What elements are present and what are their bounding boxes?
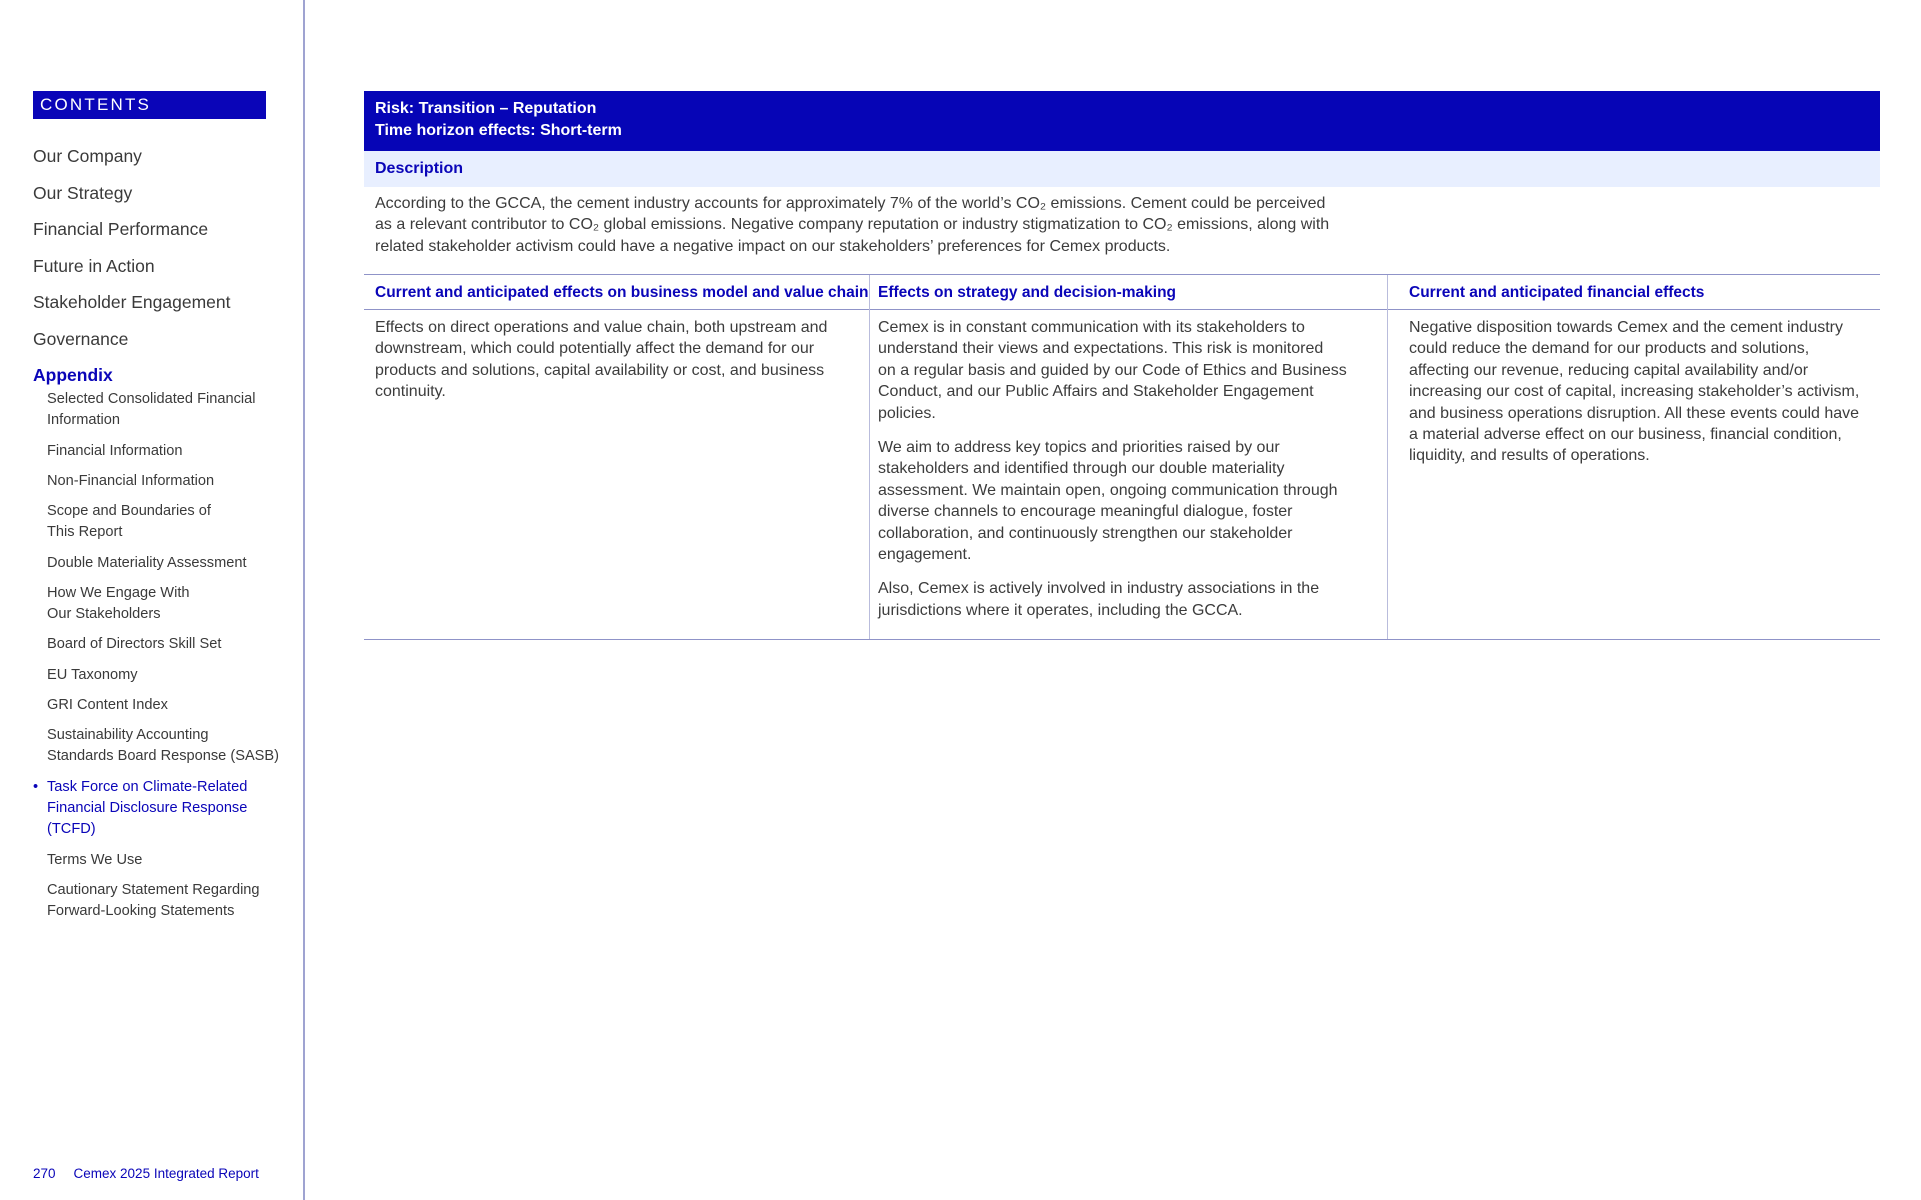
nav-sub-item-financial-information[interactable]: Financial Information	[47, 442, 183, 459]
column-body	[870, 310, 1387, 639]
nav-sub-item-terms-we-use[interactable]: Terms We Use	[47, 851, 143, 868]
nav-sub-item-board-skill-set[interactable]: Board of Directors Skill Set	[47, 636, 222, 653]
page-number: 270	[33, 1166, 56, 1181]
paragraph: Negative disposition towards Cemex and the cement industry could reduce the demand for our products and solutions, affecting our revenue, reducing capital availability and/or increasing our cost of capital, increasing stakeholder’s activism, and business operations disruption. All these events could have a material adverse effect on our business, financial condition, liquidity, and results of operations.	[1409, 319, 1860, 465]
report-title: Cemex 2025 Integrated Report	[73, 1166, 259, 1181]
paragraph: Also, Cemex is actively involved in industry associations in the jurisdictions where it operates, including the GCCA.	[878, 580, 1320, 619]
nav-sub-item-gri-content-index[interactable]: GRI Content Index	[47, 696, 168, 713]
sidebar	[0, 0, 305, 1200]
nav-sub-item-selected-consolidated-financial-information[interactable]: Selected Consolidated Financial Information	[47, 391, 256, 429]
contents-badge[interactable]: CONTENTS	[33, 91, 266, 119]
nav-item-governance[interactable]: Governance	[33, 328, 129, 349]
nav-main-list	[33, 138, 231, 394]
time-horizon: Time horizon effects: Short-term	[375, 121, 622, 139]
column-strategy	[869, 275, 1387, 639]
paragraph: We aim to address key topics and priorities raised by our stakeholders and identified through our double materiality assessment. We maintain open, ongoing communication through diverse channels to encourage meaningful dialogue, foster collaboration, and continuously strengthen our stakeholder engagement.	[878, 439, 1338, 564]
active-bullet-icon: •	[33, 778, 39, 795]
column-body	[364, 310, 869, 421]
column-business-model	[364, 275, 869, 639]
page-footer	[33, 1166, 259, 1181]
risk-table	[364, 91, 1880, 640]
nav-sub-item-sasb[interactable]: Sustainability Accounting Standards Board Response (SASB)	[47, 727, 280, 765]
nav-sub-item-double-materiality-assessment[interactable]: Double Materiality Assessment	[47, 554, 247, 571]
risk-title: Risk: Transition – Reputation	[375, 100, 597, 117]
nav-sub-item-how-we-engage[interactable]: How We Engage With Our Stakeholders	[47, 584, 190, 623]
nav-sub-list	[33, 389, 297, 931]
nav-item-stakeholder-engagement[interactable]: Stakeholder Engagement	[33, 292, 231, 312]
description-header: Description	[364, 151, 1880, 187]
nav-item-financial-performance[interactable]: Financial Performance	[33, 219, 209, 239]
nav-sub-item-scope-and-boundaries[interactable]: Scope and Boundaries of This Report	[47, 503, 211, 541]
column-financial-effects	[1387, 275, 1880, 639]
column-header: Current and anticipated effects on business model and value chain	[364, 275, 869, 310]
paragraph: Cemex is in constant communication with its stakeholders to understand their views and expectations. This risk is monitored on a regular basis and guided by our Code of Ethics and Business Conduct, and our Public Affairs and Stakeholder Engagement policies.	[878, 319, 1347, 422]
column-body	[1388, 310, 1880, 485]
nav-sub-item-cautionary-statement[interactable]: Cautionary Statement Regarding Forward-Looking Statements	[47, 881, 260, 920]
paragraph: Effects on direct operations and value chain, both upstream and downstream, which could potentially affect the demand for our products and solutions, capital availability or cost, and business continuity.	[375, 319, 828, 401]
risk-header	[364, 91, 1880, 151]
nav-item-our-strategy[interactable]: Our Strategy	[33, 182, 133, 203]
nav-item-future-in-action[interactable]: Future in Action	[33, 255, 155, 276]
effects-columns	[364, 274, 1880, 640]
nav-sub-item-eu-taxonomy[interactable]: EU Taxonomy	[47, 666, 138, 683]
nav-item-appendix[interactable]: Appendix	[33, 365, 113, 385]
nav-sub-item-non-financial-information[interactable]: Non-Financial Information	[47, 472, 215, 489]
column-header: Current and anticipated financial effects	[1388, 275, 1880, 310]
column-header: Effects on strategy and decision-making	[870, 275, 1387, 310]
nav-item-our-company[interactable]: Our Company	[33, 146, 142, 166]
nav-sub-item-tcfd[interactable]: • Task Force on Climate-Related Financial Disclosure Response (TCFD)	[33, 778, 248, 838]
description-text: According to the GCCA, the cement industry accounts for approximately 7% of the world’s CO₂ emissions. Cement could be perceived as a relevant contributor to CO₂ global emissions. Negative company reputation or industry stigmatization to CO₂ emissions, along with related stakeholder activism could have a negative impact on our stakeholders’ preferences for Cemex products.	[375, 195, 1330, 255]
